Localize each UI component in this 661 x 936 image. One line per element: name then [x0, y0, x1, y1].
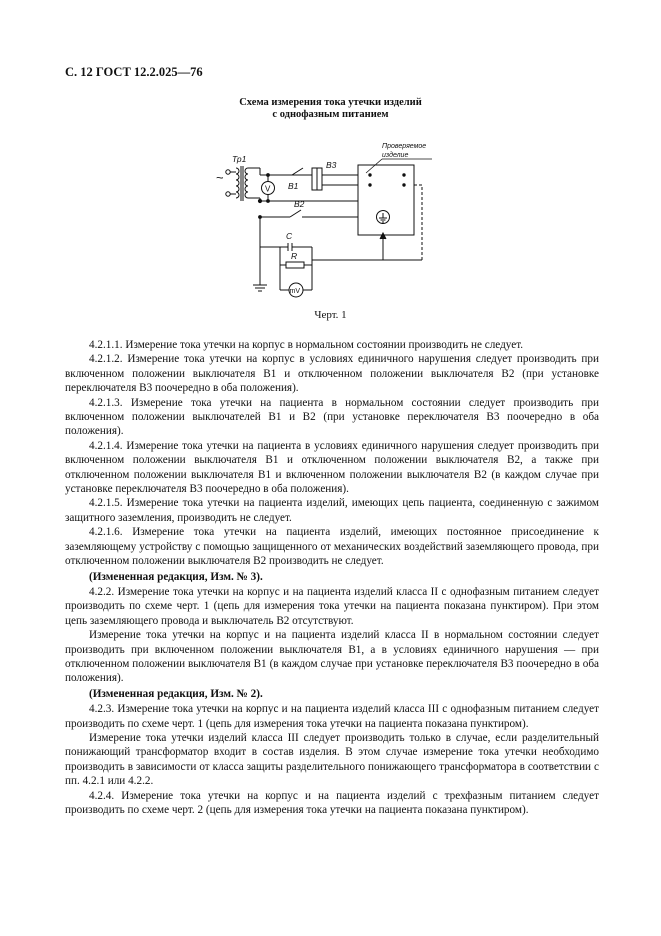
paragraph: 4.2.1.1. Измерение тока утечки на корпус в нормальном состоянии производить не следует.	[89, 339, 524, 351]
paragraph: 4.2.1.4. Измерение тока утечки на пациента в условиях единичного нарушения следует производить при включенном положении выключателя В1 и отключенном положении выключателя В2, а также при отключенном положении выключателя В1 и включенном положении выключателя В2 (в каждом случае при установке переключателя В3 поочередно в оба положения).	[65, 439, 599, 496]
circuit-diagram	[200, 135, 440, 305]
input-terminal-top	[226, 170, 230, 174]
ac-source-symbol: ~	[216, 170, 224, 185]
resistor-label: R	[291, 251, 298, 261]
transformer-tr1	[236, 166, 248, 201]
paragraph: 4.2.3. Измерение тока утечки на корпус и на пациента изделий класса III с однофазным питанием следует производить по схеме черт. 1 (цепь для измерения тока утечки на пациента показана пунктиром).	[65, 703, 599, 730]
switch-b2-label: В2	[294, 199, 305, 209]
paragraph: Измерение тока утечки изделий класса III следует производить только в случае, если разделительный понижающий трансформатор входит в состав изделия. В этом случае измерение тока утечки необходимо производить в зависимости от класса защиты разделительного понижающего трансформатора в соответствии с пп. 4.2.1 или 4.2.2.	[65, 731, 599, 788]
tested-device-label-2: изделие	[382, 152, 409, 159]
switch-b1	[280, 168, 312, 175]
paragraph: 4.2.1.2. Измерение тока утечки на корпус в условиях единичного нарушения следует производить при включенном положении выключателя В1 и отключенном положении выключателя В2 (при установке переключателя В3 поочередно в оба положения).	[65, 353, 599, 395]
body-text	[65, 338, 599, 817]
paragraph: 4.2.1.6. Измерение тока утечки на пациента изделий, имеющих постоянное присоединение к заземляющему устройству с помощью защищенного от механических воздействий заземляющего провода, при отключенном положении выключателя В2 производить не следует.	[65, 526, 599, 568]
paragraph: 4.2.2. Измерение тока утечки на корпус и на пациента изделий класса II с однофазным питанием следует производить по схеме черт. 1 (цепь для измерения тока утечки на пациента показана пунктиром). При этом цепь заземляющего провода и выключатель В2 отсутствуют.	[65, 585, 599, 627]
voltmeter-label: V	[265, 184, 271, 194]
switch-b2	[290, 210, 358, 217]
input-terminal-bottom	[226, 192, 230, 196]
paragraph: 4.2.4. Измерение тока утечки на корпус и на пациента изделий с трехфазным питанием следует производить по схеме черт. 2 (цепь для измерения тока утечки на пациента показана пунктиром).	[65, 789, 599, 816]
amendment-note: (Измененная редакция, Изм. № 2).	[89, 687, 263, 700]
switch-b3-label: В3	[326, 160, 337, 170]
millivoltmeter-label: mV	[289, 288, 300, 295]
paragraph: Измерение тока утечки на корпус и на пациента изделий класса II в нормальном состоянии следует производить при включенном положении выключателя В1, а в условиях единичного нарушения — при отключенном положении выключателя В1 (в каждом случае при установке переключателя В3 поочередно в оба положения).	[65, 629, 599, 685]
paragraph: 4.2.1.5. Измерение тока утечки на пациента изделий, имеющих цепь пациента, соединенную с зажимом защитного заземления, производить не следует.	[65, 497, 599, 524]
patient-circuit-dashed	[414, 185, 422, 260]
paragraph: 4.2.1.3. Измерение тока утечки на пациента в нормальном состоянии следует производить при включенном положении выключателей В1 и В2 (при установке переключателя В3 поочередно в оба положения).	[65, 396, 599, 438]
switch-b3	[312, 168, 358, 190]
tested-device-label-1: Проверяемое	[382, 143, 427, 150]
figure-title-line-2: с однофазным питанием	[272, 109, 389, 120]
figure-title-line-1: Схема измерения тока утечки изделий	[239, 97, 422, 108]
transformer-label: Тр1	[232, 154, 247, 164]
page-header: С. 12 ГОСТ 12.2.025—76	[65, 65, 203, 79]
amendment-note: (Измененная редакция, Изм. № 3).	[89, 570, 263, 583]
switch-b1-label: В1	[288, 181, 299, 191]
figure-title	[0, 97, 661, 121]
resistor-r	[286, 262, 304, 268]
ground-symbol	[253, 285, 267, 291]
capacitor-label: С	[286, 231, 293, 241]
figure-caption: Черт. 1	[314, 309, 347, 321]
